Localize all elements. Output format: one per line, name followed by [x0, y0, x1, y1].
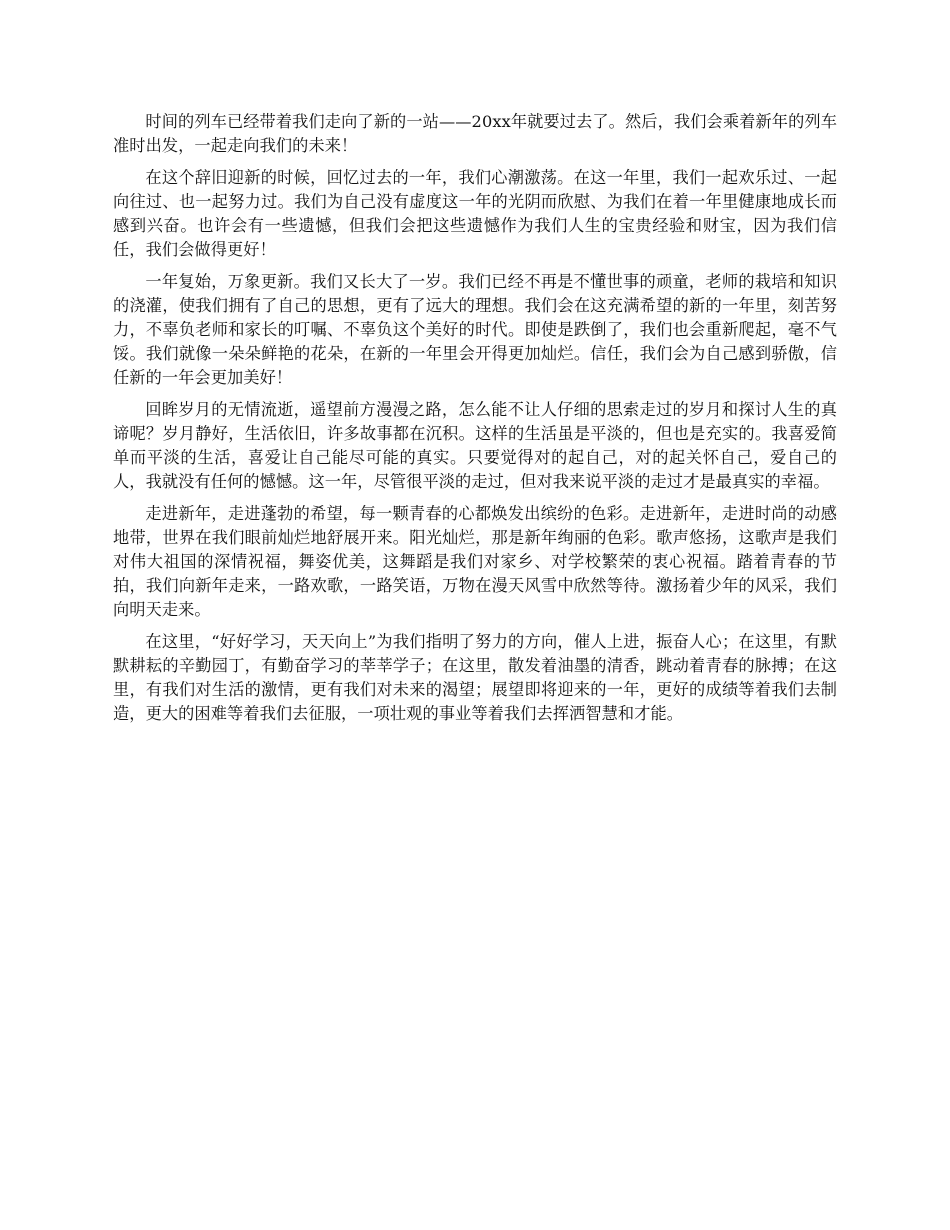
paragraph-1: 时间的列车已经带着我们走向了新的一站——20xx年就要过去了。然后，我们会乘着新年的列车准时出发，一起走向我们的未来！	[113, 112, 837, 155]
paragraph-3: 一年复始，万象更新。我们又长大了一岁。我们已经不再是不懂世事的顽童，老师的栽培和知识的浇灌，使我们拥有了自己的思想，更有了远大的理想。我们会在这充满希望的新的一年里，刻苦努力，不辜负老师和家长的叮嘱、不辜负这个美好的时代。即使是跌倒了，我们也会重新爬起，毫不气馁。我们就像一朵朵鲜艳的花朵，在新的一年里会开得更加灿烂。信任，我们会为自己感到骄傲，信任新的一年会更加美好！	[113, 272, 837, 387]
document-body	[113, 110, 837, 734]
paragraph-6: 在这里，“好好学习，天天向上”为我们指明了努力的方向，催人上进，振奋人心；在这里，有默默耕耘的辛勤园丁，有勤奋学习的莘莘学子；在这里，散发着油墨的清香，跳动着青春的脉搏；在这里，有我们对生活的激情，更有我们对未来的渴望；展望即将迎来的一年，更好的成绩等着我们去制造，更大的困难等着我们去征服，一项壮观的事业等着我们去挥洒智慧和才能。	[113, 632, 837, 723]
paragraph-5: 走进新年，走进蓬勃的希望，每一颗青春的心都焕发出缤纷的色彩。走进新年，走进时尚的动感地带，世界在我们眼前灿烂地舒展开来。阳光灿烂，那是新年绚丽的色彩。歌声悠扬，这歌声是我们对伟大祖国的深情祝福，舞姿优美，这舞蹈是我们对家乡、对学校繁荣的衷心祝福。踏着青春的节拍，我们向新年走来，一路欢歌，一路笑语，万物在漫天风雪中欣然等待。激扬着少年的风采，我们向明天走来。	[113, 504, 837, 619]
paragraph-2: 在这个辞旧迎新的时候，回忆过去的一年，我们心潮激荡。在这一年里，我们一起欢乐过、一起向往过、也一起努力过。我们为自己没有虚度这一年的光阴而欣慰、为我们在着一年里健康地成长而感到兴奋。也许会有一些遗憾，但我们会把这些遗憾作为我们人生的宝贵经验和财宝，因为我们信任，我们会做得更好！	[113, 168, 837, 259]
paragraph-4: 回眸岁月的无情流逝，遥望前方漫漫之路，怎么能不让人仔细的思索走过的岁月和探讨人生的真谛呢？岁月静好，生活依旧，许多故事都在沉积。这样的生活虽是平淡的，但也是充实的。我喜爱简单而平淡的生活，喜爱让自己能尽可能的真实。只要觉得对的起自己，对的起关怀自己，爱自己的人，我就没有任何的憾憾。这一年，尽管很平淡的走过，但对我来说平淡的走过才是最真实的幸福。	[113, 400, 837, 491]
